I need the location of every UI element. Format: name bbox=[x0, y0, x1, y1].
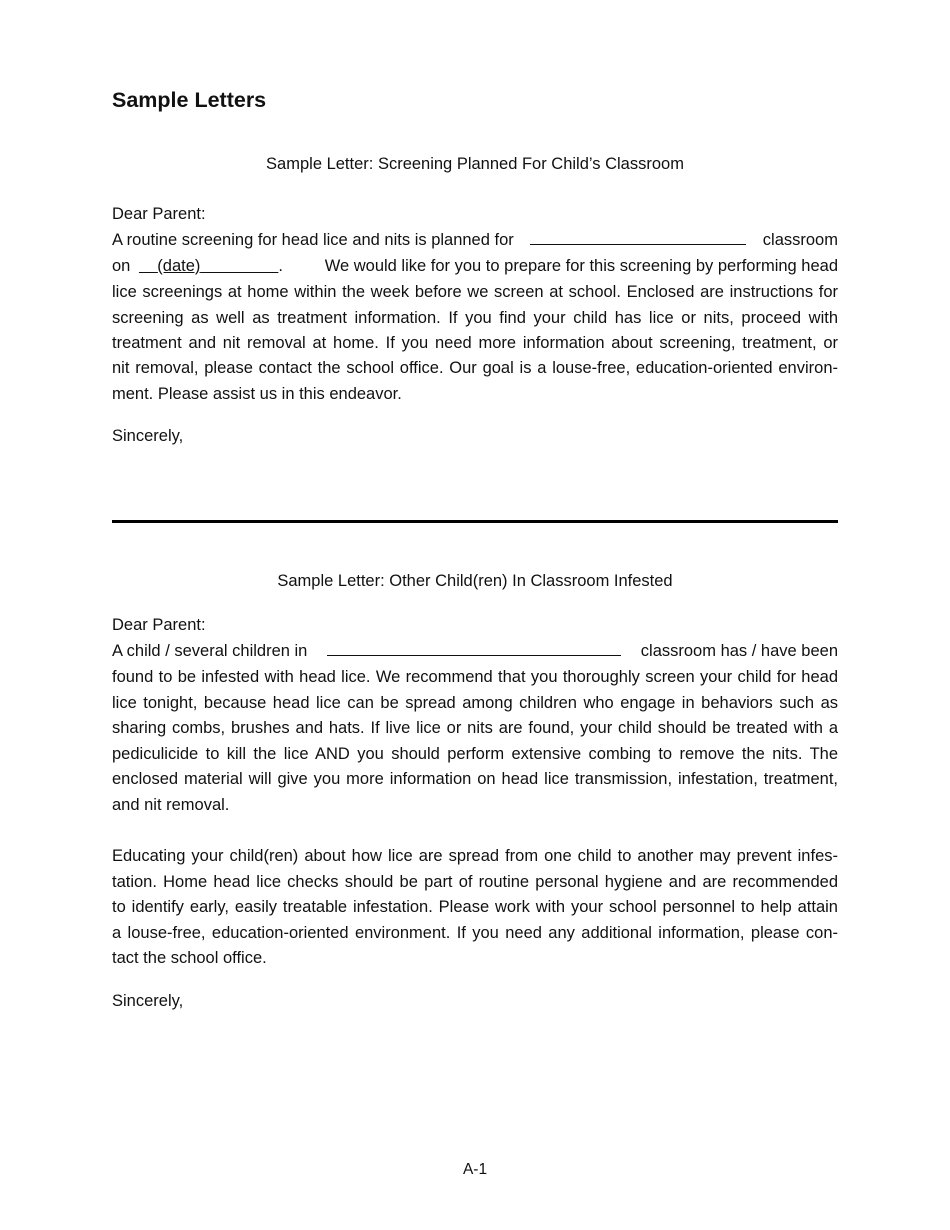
date-blank bbox=[139, 257, 278, 275]
letter1-closing: Sincerely, bbox=[112, 427, 184, 445]
letter2-body-line: enclosed material will give you more information on head lice transmission, infestation, treatment, bbox=[112, 770, 838, 788]
letter2-title: Sample Letter: Other Child(ren) In Classroom Infested bbox=[277, 572, 673, 590]
page-heading: Sample Letters bbox=[112, 88, 267, 112]
letter2-closing: Sincerely, bbox=[112, 992, 184, 1010]
letter1-body-last-line: ment. Please assist us in this endeavor. bbox=[112, 385, 402, 403]
letter2-body-line: lice tonight, because head lice can be spread among children who engage in behaviors such as bbox=[112, 694, 838, 712]
letter2-body-line: sharing combs, brushes and hats. If live lice or nits are found, your child should be treated with a bbox=[112, 719, 838, 737]
letter1-line-1 bbox=[112, 229, 838, 251]
letter1-salutation: Dear Parent: bbox=[112, 205, 206, 223]
letter2-body-line: found to be infested with head lice. We recommend that you thoroughly screen your child for head bbox=[112, 668, 838, 686]
letter2-body-line: pediculicide to kill the lice AND you should perform extensive combing to remove the nits. The bbox=[112, 745, 838, 763]
letter1-body-line: nit removal, please contact the school office. Our goal is a louse-free, education-oriented environ- bbox=[112, 359, 838, 377]
letter2-line-1 bbox=[112, 640, 838, 662]
letter1-line2-start: on (date) . bbox=[112, 257, 283, 275]
letter1-body-line: treatment and nit removal at home. If you need more information about screening, treatment, or bbox=[112, 334, 838, 352]
letter1-line2-rest: We would like for you to prepare for this screening by performing head bbox=[324, 257, 838, 275]
date-placeholder: (date) bbox=[157, 257, 201, 275]
letter1-body-line: lice screenings at home within the week before we screen at school. Enclosed are instructions for bbox=[112, 283, 838, 301]
letter2-para2-last-line: tact the school office. bbox=[112, 949, 267, 967]
letter2-para2-line: tation. Home head lice checks should be part of routine personal hygiene and are recommended bbox=[112, 873, 838, 891]
letter2-line1-start: A child / several children in bbox=[112, 642, 308, 660]
classroom-blank bbox=[530, 230, 746, 245]
letter1-body-line: screening as well as treatment information. If you find your child has lice or nits, proceed with bbox=[112, 309, 838, 327]
letter1-line1-start: A routine screening for head lice and nits is planned for bbox=[112, 231, 514, 249]
letter2-line1-end: classroom has / have been bbox=[640, 642, 838, 660]
section-divider bbox=[112, 520, 838, 523]
page-number: A-1 bbox=[462, 1161, 488, 1178]
letter2-para2-line: Educating your child(ren) about how lice are spread from one child to another may prevent infes- bbox=[112, 847, 838, 865]
on-word: on bbox=[112, 257, 131, 275]
letter1-line1-end: classroom bbox=[762, 231, 838, 249]
letter1-title: Sample Letter: Screening Planned For Child’s Classroom bbox=[266, 155, 684, 173]
letter2-para2-line: to identify early, easily treatable infestation. Please work with your school personnel to help attain bbox=[112, 898, 838, 916]
letter2-para2-line: a louse-free, education-oriented environment. If you need any additional information, please con- bbox=[112, 924, 838, 942]
letter2-body-last-line: and nit removal. bbox=[112, 796, 230, 814]
letter1-line-2 bbox=[112, 255, 838, 277]
letter2-salutation: Dear Parent: bbox=[112, 616, 206, 634]
classroom-blank bbox=[327, 641, 621, 656]
